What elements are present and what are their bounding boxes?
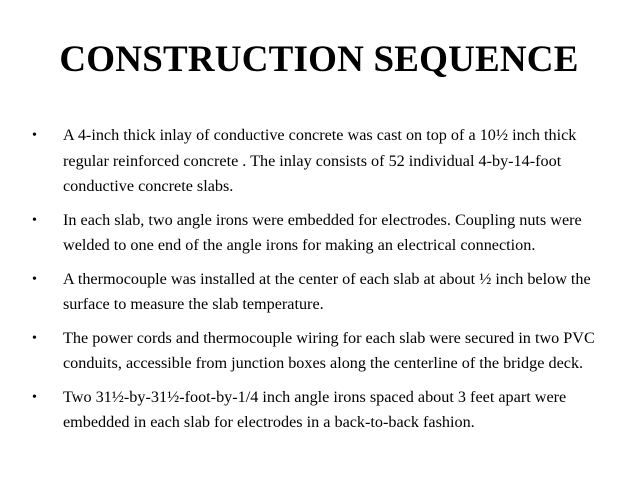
bullet-dot-icon: • bbox=[32, 389, 37, 405]
bullet-text: A thermocouple was installed at the center of each slab at about ½ inch below the surface to measure the slab temperature. bbox=[63, 269, 591, 313]
bullet-item bbox=[32, 326, 612, 377]
bullet-text: A 4-inch thick inlay of conductive concrete was cast on top of a 10½ inch thick regular reinforced concrete . The inlay consists of 52 individual 4-by-14-foot conductive concrete slabs. bbox=[63, 126, 577, 195]
bullet-item bbox=[32, 123, 612, 200]
slide-title: CONSTRUCTION SEQUENCE bbox=[59, 39, 579, 80]
bullet-item bbox=[32, 208, 612, 259]
bullet-dot-icon: • bbox=[32, 128, 37, 143]
bullet-list bbox=[32, 123, 612, 444]
bullet-text: Two 31½-by-31½-foot-by-1/4 inch angle irons spaced about 3 feet apart were embedded in each slab for electrodes in a back-to-back fashion. bbox=[63, 387, 567, 431]
bullet-item bbox=[32, 267, 612, 318]
bullet-text: In each slab, two angle irons were embedded for electrodes. Coupling nuts were welded to one end of the angle irons for making an electrical connection. bbox=[63, 210, 582, 254]
bullet-item bbox=[32, 385, 612, 436]
bullet-dot-icon: • bbox=[32, 271, 37, 287]
bullet-dot-icon: • bbox=[32, 330, 37, 346]
bullet-text: The power cords and thermocouple wiring for each slab were secured in two PVC conduits, accessible from junction boxes along the centerline of the bridge deck. bbox=[63, 328, 595, 372]
bullet-dot-icon: • bbox=[32, 212, 37, 228]
